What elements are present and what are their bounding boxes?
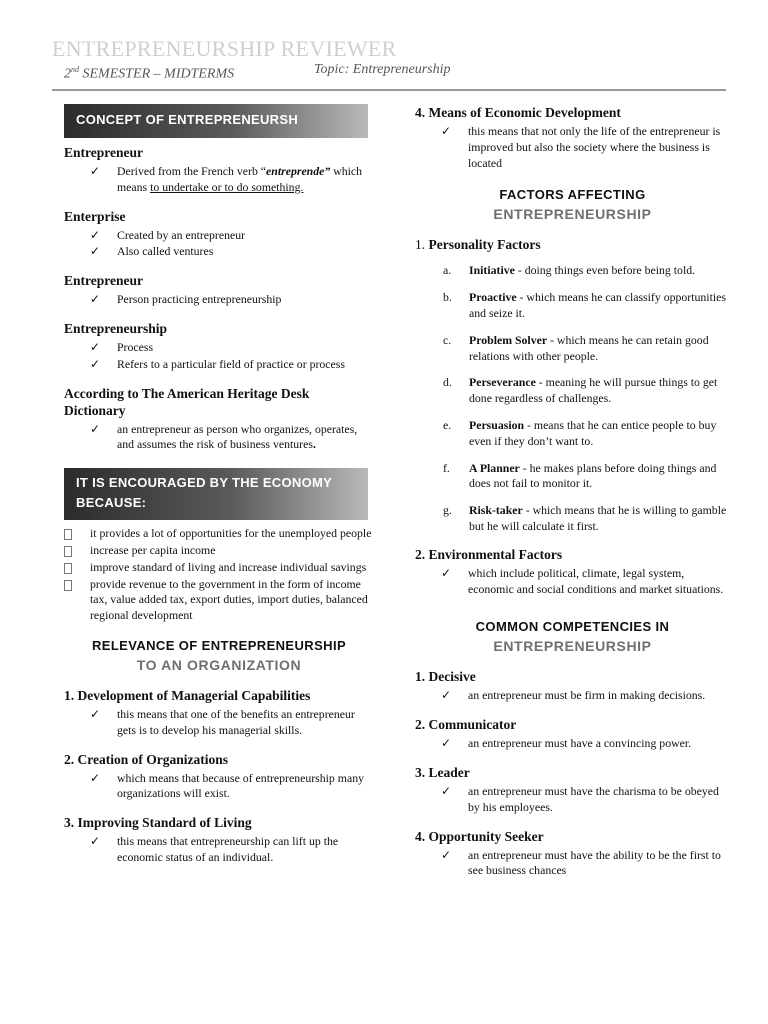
enterprise-item: ✓ Created by an entrepreneur (64, 228, 374, 244)
relevance-item-text: ✓ this means that one of the benefits an entrepreneur gets is to develop his managerial skills. (64, 707, 374, 739)
header-subtitle-row (52, 62, 726, 84)
personality-item: e. Persuasion - means that he can entice people to buy even if they don’t want to. (443, 417, 717, 448)
entrepreneurship-item: ✓ Process (64, 340, 374, 356)
personality-item: d. Perseverance - meaning he will pursue things to get done regardless of challenges. (443, 375, 718, 406)
competency-heading: 2. Communicator (415, 717, 517, 733)
encouraged-banner: IT IS ENCOURAGED BY THE ECONOMY BECAUSE: (64, 468, 368, 520)
entrepreneurship-heading: Entrepreneurship (64, 320, 168, 336)
heritage-heading: According to The American Heritage Desk Dictionary (64, 385, 310, 418)
competency-text: ✓ an entrepreneur must have a convincing power. (415, 736, 730, 752)
relevance-item-heading: 2. Creation of Organizations (64, 751, 228, 767)
competency-heading: 1. Decisive (415, 669, 476, 685)
relevance-item-heading: 3. Improving Standard of Living (64, 815, 252, 831)
entrepreneurship-item: ✓ Refers to a particular field of practice or process (64, 357, 374, 373)
entrepreneur-definition: ✓ Derived from the French verb “entreprende” which means to undertake or to do something. (64, 164, 374, 196)
competency-heading: 3. Leader (415, 764, 470, 780)
encouraged-item: provide revenue to the government in the form of income tax, value added tax, export duties, import duties, balanced regional development (64, 577, 374, 624)
semester-label: 2nd SEMESTER – MIDTERMS (64, 65, 235, 82)
right-column (415, 104, 730, 880)
header-divider (52, 89, 726, 91)
competency-heading: 4. Opportunity Seeker (415, 828, 544, 844)
means-text: ✓ this means that not only the life of the entrepreneur is improved but also the society where the business is located (415, 124, 730, 171)
entrepreneur-heading-2: Entrepreneur (64, 273, 143, 289)
environmental-text: ✓ which include political, climate, legal system, economic and social conditions and market situations. (415, 566, 730, 598)
means-heading: 4. Means of Economic Development (415, 105, 621, 120)
personality-item: b. Proactive - which means he can classify opportunities and seize it. (443, 290, 726, 320)
entrepreneur-item: ✓ Person practicing entrepreneurship (64, 292, 374, 308)
encouraged-item: improve standard of living and increase individual savings (64, 560, 374, 576)
personality-item: c. Problem Solver - which means he can retain good relations with other people. (443, 332, 709, 363)
enterprise-item: ✓ Also called ventures (64, 244, 374, 260)
concept-banner: CONCEPT OF ENTREPRENEURSH (64, 104, 368, 138)
encouraged-item: it provides a lot of opportunities for the unemployed people (64, 526, 374, 542)
document-header (52, 36, 726, 84)
relevance-item-heading: 1. Development of Managerial Capabilities (64, 687, 311, 703)
factors-heading: FACTORS AFFECTING ENTREPRENEURSHIP (493, 187, 652, 223)
relevance-item-text: ✓ which means that because of entrepreneurship many organizations will exist. (64, 771, 374, 803)
heritage-definition: ✓ an entrepreneur as person who organizes, operates, and assumes the risk of business ventures. (64, 422, 374, 454)
topic-label: Topic: Entrepreneurship (314, 62, 451, 77)
competency-text: ✓ an entrepreneur must have the charisma to be obeyed by his employees. (415, 784, 730, 816)
left-column (64, 104, 374, 867)
encouraged-item: increase per capita income (64, 543, 374, 559)
relevance-item-text: ✓ this means that entrepreneurship can lift up the economic status of an individual. (64, 834, 374, 866)
competencies-heading: COMMON COMPETENCIES IN ENTREPRENEURSHIP (475, 619, 670, 655)
relevance-heading: RELEVANCE OF ENTREPRENEURSHIP TO AN ORGANIZATION (91, 637, 347, 673)
personality-item: g. Risk-taker - which means that he is willing to gamble but he will calculate it first. (443, 503, 727, 533)
personality-item: a. Initiative - doing things even before being told. (443, 263, 696, 278)
entrepreneur-heading: Entrepreneur (64, 145, 143, 160)
personality-item: f. A Planner - he makes plans before doing things and does not fail to monitor it. (443, 460, 717, 491)
personality-heading: 1. Personality Factors (415, 237, 541, 253)
document-title: ENTREPRENEURSHIP REVIEWER (52, 36, 397, 61)
enterprise-heading: Enterprise (64, 208, 126, 224)
competency-text: ✓ an entrepreneur must have the ability to be the first to see business chances (415, 848, 730, 880)
environmental-heading: 2. Environmental Factors (415, 546, 563, 562)
competency-text: ✓ an entrepreneur must be firm in making decisions. (415, 688, 730, 704)
